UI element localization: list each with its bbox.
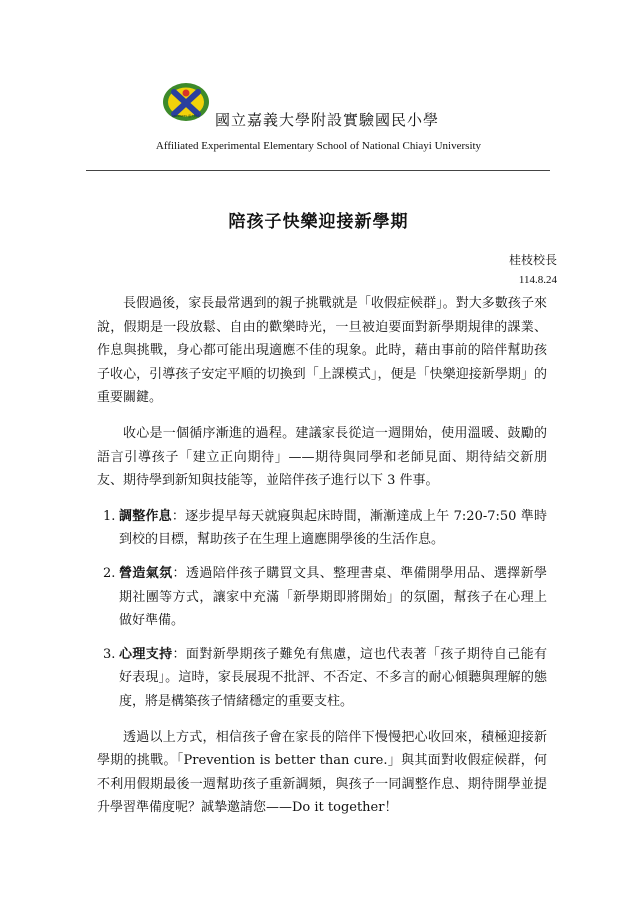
school-name-zh: 國立嘉義大學附設實驗國民小學 <box>215 111 440 129</box>
school-name-en: Affiliated Experimental Elementary School of National Chiayi University <box>155 140 482 152</box>
school-logo-icon <box>162 82 210 122</box>
author: 桂枝校長 <box>508 253 557 267</box>
list-term: 心理支持 <box>119 646 173 662</box>
logo-lettering: ARDENITY 嘉大附小 <box>171 114 201 118</box>
list-item <box>97 643 547 714</box>
list-text: ：逐步提早每天就寢與起床時間，漸漸達成上午 7:20-7:50 準時到校的目標，幫助孩子在生理上適應開學後的生活作息。 <box>119 508 547 548</box>
letter-body <box>97 292 547 832</box>
paragraph-process: 收心是一個循序漸進的過程。建議家長從這一週開始，使用溫暖、鼓勵的語言引導孩子「建立正向期待」——期待與同學和老師見面、期待結交新朋友、期待學到新知與技能等，並陪伴孩子進行以下 3 件事。 <box>97 425 547 489</box>
paragraph-intro: 長假過後，家長最常遇到的親子挑戰就是「收假症候群」。對大多數孩子來說，假期是一段放鬆、自由的歡樂時光，一旦被迫要面對新學期規律的課業、作息與挑戰，身心都可能出現適應不佳的現象。此時，藉由事前的陪伴幫助孩子收心，引導孩子安定平順的切換到「上課模式」，便是「快樂迎接新學期」的重要關鍵。 <box>97 296 547 406</box>
tips-list <box>97 505 547 714</box>
paragraph-closing: 透過以上方式，相信孩子會在家長的陪伴下慢慢把心收回來，積極迎接新學期的挑戰。「Prevention is better than cure.」與其面對收假症候群，何不利用假期最後一週幫助孩子重新調頻，與孩子一同調整作息、期待開學並提升學習準備度呢？誠摯邀請您——Do it together！ <box>97 729 547 816</box>
list-text: ：透過陪伴孩子購買文具、整理書桌、準備開學用品、選擇新學期社團等方式，讓家中充滿「新學期即將開始」的氛圍，幫孩子在心理上做好準備。 <box>119 565 547 629</box>
list-term: 營造氣氛 <box>119 565 173 581</box>
list-number: 1. <box>103 508 116 524</box>
list-item <box>97 562 547 633</box>
list-number: 2. <box>103 565 116 581</box>
page-title: 陪孩子快樂迎接新學期 <box>228 212 409 232</box>
signature-block <box>509 250 557 290</box>
list-term: 調整作息 <box>119 508 172 524</box>
header-divider <box>86 170 550 171</box>
list-text: ：面對新學期孩子難免有焦慮，這也代表著「孩子期待自己能有好表現」。這時，家長展現不批評、不否定、不多言的耐心傾聽與理解的態度，將是構築孩子情緒穩定的重要支柱。 <box>119 646 547 709</box>
date: 114.8.24 <box>518 274 557 286</box>
list-number: 3. <box>103 646 116 662</box>
list-item <box>97 505 547 552</box>
